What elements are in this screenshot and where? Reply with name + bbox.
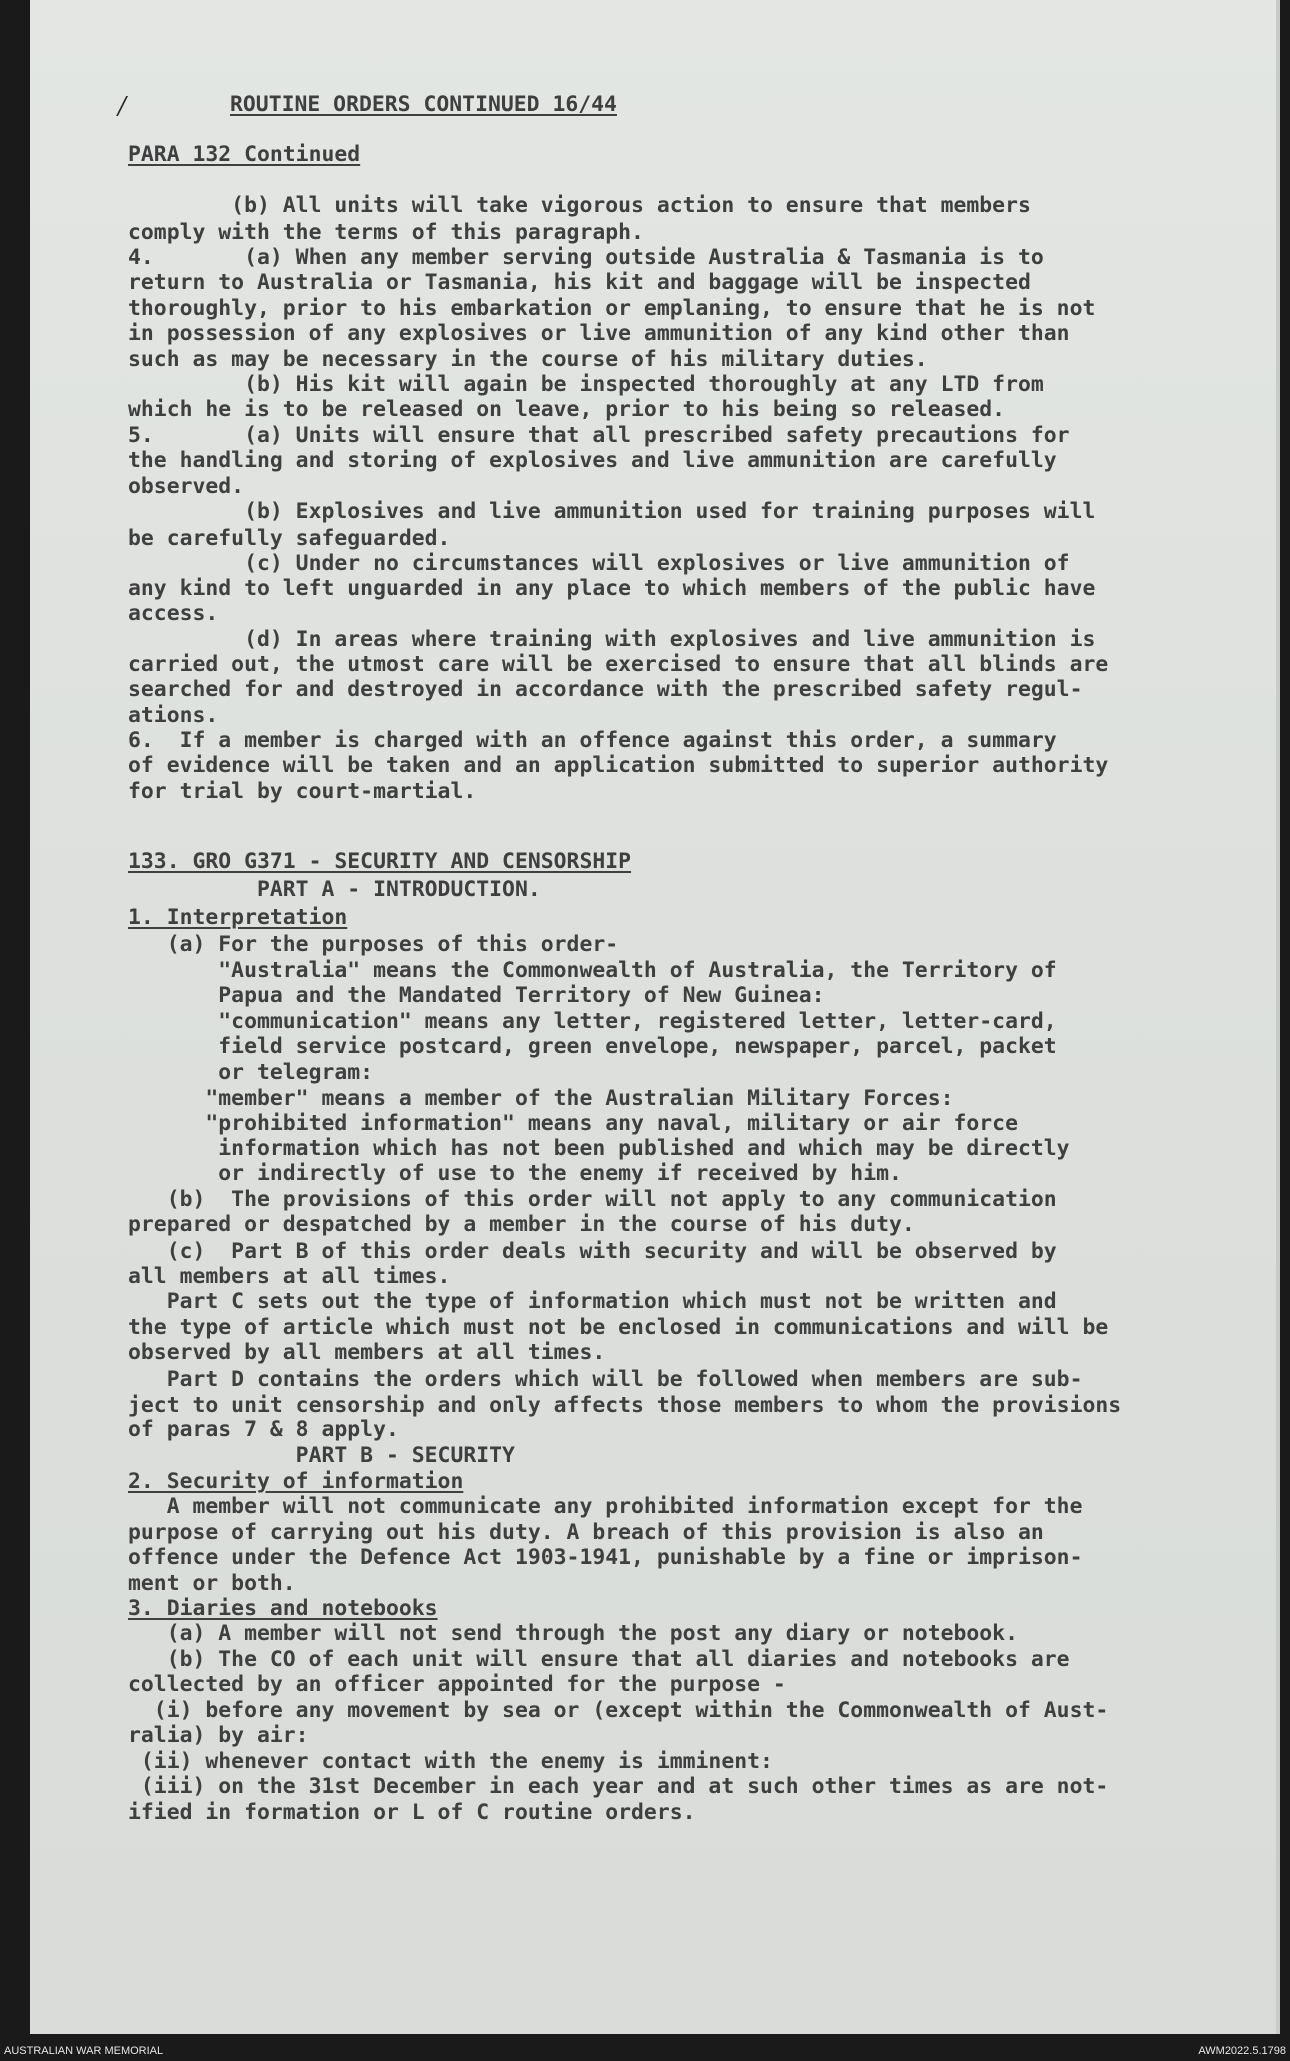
document-line: observed. — [128, 474, 245, 499]
document-line: or telegram: — [128, 1060, 374, 1085]
document-line: collected by an officer appointed for the purpose - — [128, 1672, 786, 1697]
document-line: (b) The provisions of this order will not apply to any communication — [128, 1187, 1057, 1212]
document-line: 5. (a) Units will ensure that all prescribed safety precautions for — [128, 423, 1070, 448]
document-line: Papua and the Mandated Territory of New Guinea: — [128, 983, 825, 1008]
document-line: ralia) by air: — [128, 1723, 309, 1748]
document-line: (i) before any movement by sea or (except within the Commonwealth of Aust- — [128, 1698, 1109, 1723]
document-line: all members at all times. — [128, 1264, 451, 1289]
document-line: 133. GRO G371 - SECURITY AND CENSORSHIP — [128, 849, 632, 874]
document-line: thoroughly, prior to his embarkation or emplaning, to ensure that he is not — [128, 296, 1096, 321]
footer-accession: AWM2022.5.1798 — [1198, 2045, 1286, 2057]
document-line: A member will not communicate any prohibited information except for the — [128, 1494, 1083, 1519]
document-line: 4. (a) When any member serving outside Australia & Tasmania is to — [128, 245, 1044, 270]
document-line: be carefully safeguarded. — [128, 526, 451, 551]
document-line: PART A - INTRODUCTION. — [128, 877, 541, 902]
document-line: (iii) on the 31st December in each year and at such other times as are not- — [128, 1774, 1109, 1799]
document-heading: ROUTINE ORDERS CONTINUED 16/44 — [230, 92, 617, 117]
document-line: (c) Under no circumstances will explosives or live ammunition of — [128, 551, 1070, 576]
page-edge — [1276, 0, 1280, 2034]
document-line: purpose of carrying out his duty. A breach of this provision is also an — [128, 1520, 1044, 1545]
document-line: of evidence will be taken and an application submitted to superior authority — [128, 753, 1109, 778]
document-line: such as may be necessary in the course of his military duties. — [128, 347, 928, 372]
document-line: (d) In areas where training with explosives and live ammunition is — [128, 627, 1096, 652]
document-line: ject to unit censorship and only affects those members to whom the provisions — [128, 1393, 1122, 1418]
document-line: offence under the Defence Act 1903-1941, punishable by a fine or imprison- — [128, 1545, 1083, 1570]
document-line: (ii) whenever contact with the enemy is imminent: — [128, 1749, 773, 1774]
document-line: Part D contains the orders which will be followed when members are sub- — [128, 1367, 1083, 1392]
document-page — [30, 0, 1280, 2034]
document-line: which he is to be released on leave, prior to his being so released. — [128, 397, 1006, 422]
document-line: (a) For the purposes of this order- — [128, 932, 619, 957]
document-line: information which has not been published and which may be directly — [128, 1136, 1070, 1161]
document-line: observed by all members at all times. — [128, 1340, 606, 1365]
document-line: searched for and destroyed in accordance with the prescribed safety regul- — [128, 677, 1083, 702]
document-line: for trial by court-martial. — [128, 779, 477, 804]
document-line: (b) His kit will again be inspected thoroughly at any LTD from — [128, 372, 1044, 397]
margin-mark: / — [118, 92, 127, 120]
document-line: ment or both. — [128, 1571, 296, 1596]
document-line: any kind to left unguarded in any place to which members of the public have — [128, 576, 1096, 601]
document-line: ations. — [128, 703, 219, 728]
document-line: (b) The CO of each unit will ensure that all diaries and notebooks are — [128, 1647, 1070, 1672]
document-line: or indirectly of use to the enemy if received by him. — [128, 1161, 902, 1186]
document-line: prepared or despatched by a member in the course of his duty. — [128, 1212, 915, 1237]
document-line: "member" means a member of the Australian Military Forces: — [128, 1086, 954, 1111]
document-line: "Australia" means the Commonwealth of Australia, the Territory of — [128, 958, 1057, 983]
document-line: "prohibited information" means any naval, military or air force — [128, 1111, 1018, 1136]
document-line: of paras 7 & 8 apply. — [128, 1417, 399, 1442]
document-line: (b) Explosives and live ammunition used for training purposes will — [128, 499, 1096, 524]
document-line: "communication" means any letter, registered letter, letter-card, — [128, 1009, 1057, 1034]
document-line: 1. Interpretation — [128, 905, 348, 930]
document-line: 3. Diaries and notebooks — [128, 1596, 438, 1621]
document-line: access. — [128, 601, 219, 626]
footer-source: AUSTRALIAN WAR MEMORIAL — [4, 2045, 164, 2057]
document-line: Part C sets out the type of information which must not be written and — [128, 1289, 1057, 1314]
document-line: (b) All units will take vigorous action to ensure that members — [128, 193, 1031, 218]
document-line: 6. If a member is charged with an offence against this order, a summary — [128, 728, 1057, 753]
document-line: return to Australia or Tasmania, his kit and baggage will be inspected — [128, 270, 1031, 295]
document-line: (a) A member will not send through the post any diary or notebook. — [128, 1621, 1018, 1646]
document-line: PARA 132 Continued — [128, 142, 361, 167]
document-line: the handling and storing of explosives and live ammunition are carefully — [128, 448, 1057, 473]
document-line: (c) Part B of this order deals with security and will be observed by — [128, 1239, 1057, 1264]
document-line: 2. Security of information — [128, 1469, 464, 1494]
document-line: ified in formation or L of C routine orders. — [128, 1800, 696, 1825]
document-line: in possession of any explosives or live ammunition of any kind other than — [128, 321, 1070, 346]
document-line: carried out, the utmost care will be exercised to ensure that all blinds are — [128, 652, 1109, 677]
footer — [0, 2039, 1290, 2061]
document-line: field service postcard, green envelope, newspaper, parcel, packet — [128, 1034, 1057, 1059]
document-line: PART B - SECURITY — [128, 1443, 515, 1468]
document-line: comply with the terms of this paragraph. — [128, 220, 644, 245]
document-line: the type of article which must not be enclosed in communications and will be — [128, 1315, 1109, 1340]
